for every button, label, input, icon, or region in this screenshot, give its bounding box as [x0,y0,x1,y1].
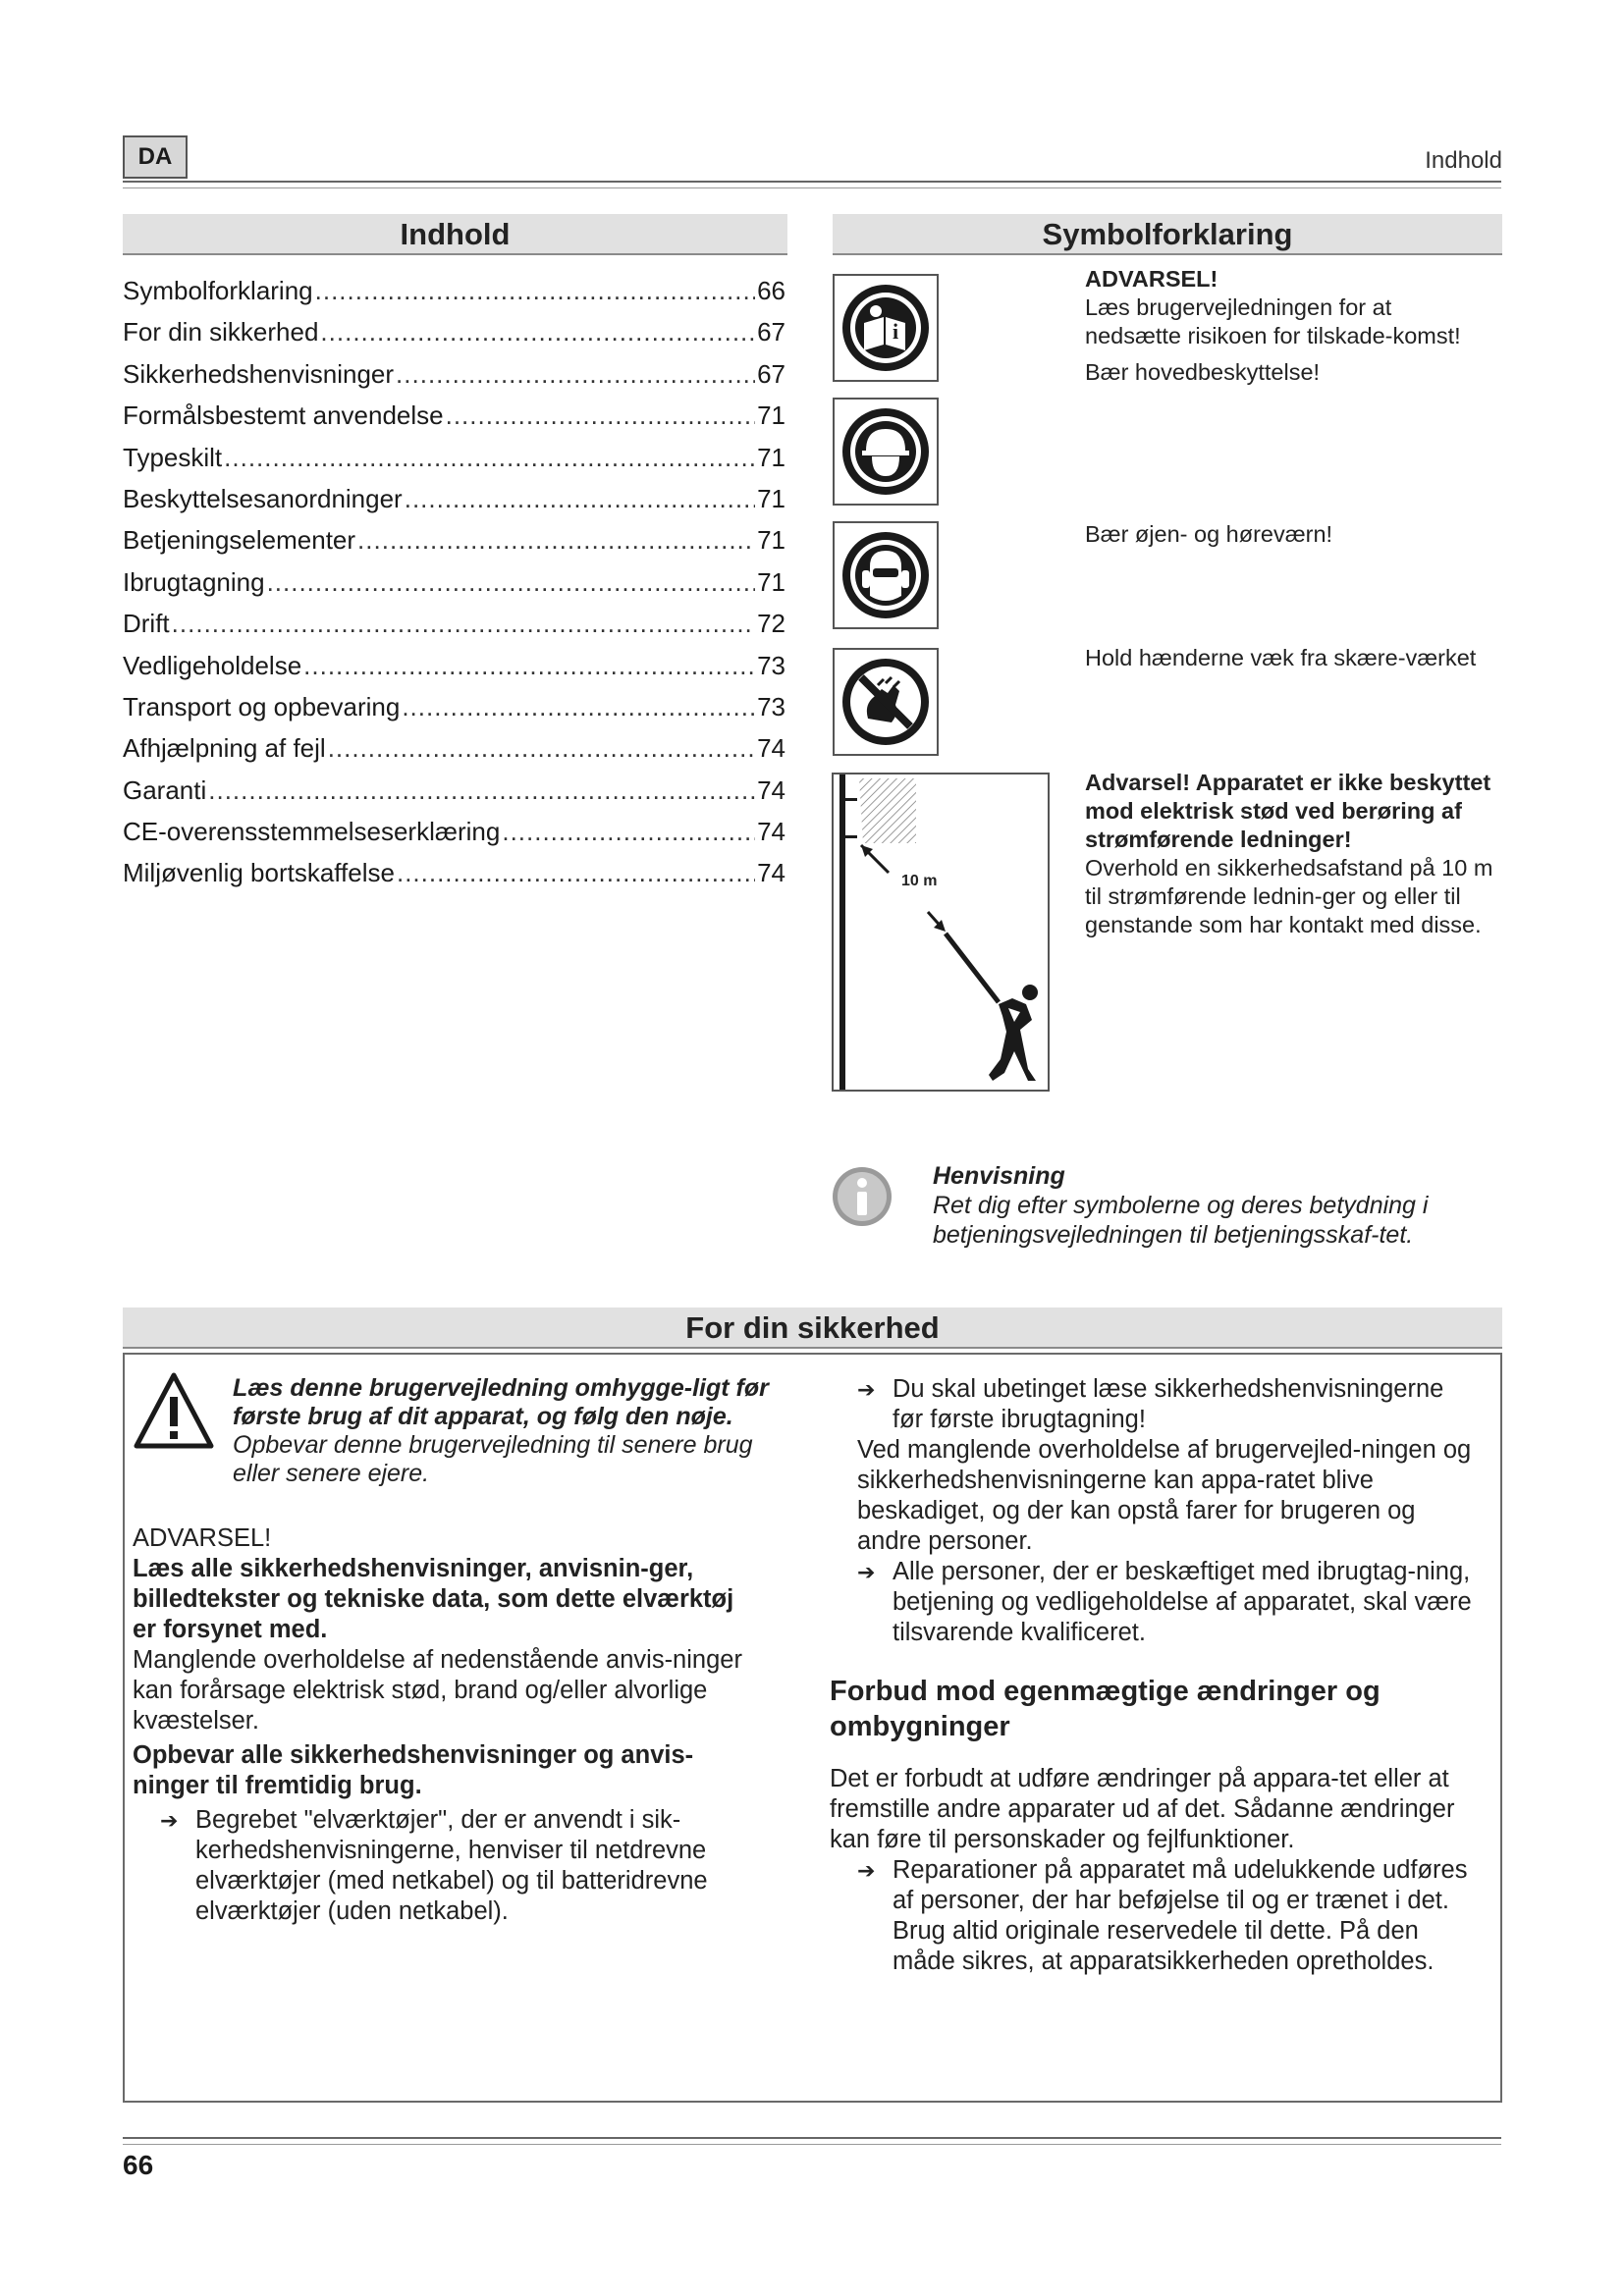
toc-leader-dots [357,519,755,561]
eye-ear-protection-icon [833,521,939,629]
toc-entry-label: Drift [123,609,170,639]
toc-leader-dots [405,478,755,519]
toc-leader-dots [267,561,756,603]
toc-leader-dots [315,270,755,311]
toc-entry-label: Transport og opbevaring [123,691,401,721]
toc-entry[interactable] [123,395,785,436]
toc-entry-label: Vedligeholdelse [123,650,302,680]
toc-entry-page: 73 [757,691,785,721]
toc-entry-label: Sikkerhedshenvisninger [123,358,395,389]
toc-entry[interactable] [123,811,785,852]
info-icon [832,1166,893,1227]
toc-entry[interactable] [123,727,785,769]
toc-entry[interactable] [123,437,785,478]
arrow-bullet-icon: ➔ [857,1858,876,1883]
toc-leader-dots [320,311,755,352]
toc-entry-page: 71 [757,483,785,513]
toc-leader-dots [397,852,755,893]
toc-entry-page: 74 [757,733,785,764]
toc-entry[interactable] [123,270,785,311]
page-number: 66 [123,2150,154,2180]
toc-leader-dots [328,727,755,769]
toc-entry-page: 74 [757,858,785,888]
toc-leader-dots [303,645,755,686]
toc-entry-page: 67 [757,317,785,347]
eye-ear-text: Bær øjen- og høreværn! [1085,521,1333,547]
safety-right-column: ➔ Du skal ubetinget læse sikkerhedshenvisningerne før første ibrugtagning! Ved manglende overholdelse af brugervejled-ningen og sikkerhedshenvisningerne kan appa-ratet blive beskadiget, og der kan opstå farer for brugeren og andre personer. ➔ Alle personer, der er beskæftiget med ibrugtag-ning, betjening og vedligeholdelse af apparatet, skal være tilsvarende kvalificeret. Forbud mod egenmægtige ændringer og ombygninger Det er forbudt at udføre ændringer på appara-tet eller at fremstille andre apparater ud af det. Sådanne ændringer kan føre til personskader og fejlfunktioner. ➔ Reparationer på apparatet må udelukkende udføres af personer, der har beføjelse til og er trænet i det. Brug altid originale reservedele til dette. På den måde sikres, at apparatsikkerheden opretholdes. [830,1374,1478,1977]
modifications-heading: Forbud mod egenmægtige ændringer og ombygninger [830,1676,1380,1742]
toc-entry-page: 71 [757,442,785,472]
toc-entry-label: Typeskilt [123,442,223,472]
toc-title: Indhold [123,214,787,255]
toc-entry[interactable] [123,519,785,561]
toc-entry-label: Miljøvenlig bortskaffelse [123,858,395,888]
symbols-title: Symbolforklaring [833,214,1502,255]
toc-leader-dots [224,437,755,478]
toc-entry-page: 73 [757,650,785,680]
toc-leader-dots [172,603,755,644]
arrow-bullet-icon: ➔ [857,1560,876,1584]
hands-away-icon [833,648,939,756]
toc-entry-label: Ibrugtagning [123,566,265,597]
toc-entry[interactable] [123,770,785,811]
toc-entry[interactable] [123,603,785,644]
arrow-bullet-icon: ➔ [160,1808,179,1833]
toc-entry-label: Symbolforklaring [123,276,313,305]
helmet-icon [833,398,939,506]
toc-entry-label: CE-overensstemmelseserklæring [123,817,501,847]
toc-leader-dots [396,353,755,395]
toc-entry[interactable] [123,478,785,519]
electric-warning-text: Advarsel! Apparatet er ikke beskyttet mod elektrisk stød ved berøring af strømførende ledninger! Overhold en sikkerhedsafstand på 10 m til strømførende lednin-ger og eller til genstande som har kontakt med disse. [1085,770,1493,937]
toc-entry-page: 71 [757,525,785,556]
read-manual-warning: Læs denne brugervejledning omhygge-ligt før første brug af dit apparat, og følg den nøje. Opbevar denne brugervejledning til senere brug eller senere ejere. [233,1374,769,1487]
hands-away-text: Hold hænderne væk fra skære-værket [1085,645,1477,670]
read-manual-text: ADVARSEL! Læs brugervejledningen for at nedsætte risikoen for tilskade-komst! Bær hovedbeskyttelse! [1085,266,1461,385]
toc-entry[interactable] [123,353,785,395]
distance-label: 10 m [901,873,938,889]
toc-entry[interactable] [123,311,785,352]
toc-entry-label: Beskyttelsesanordninger [123,483,403,513]
table-of-contents [123,270,785,894]
safety-title: For din sikkerhed [123,1308,1502,1349]
toc-entry[interactable] [123,645,785,686]
toc-entry-label: Afhjælpning af fejl [123,733,326,764]
toc-leader-dots [502,811,755,852]
power-line-distance-diagram [832,773,1050,1092]
toc-entry-page: 74 [757,774,785,805]
running-title: Indhold [1425,147,1502,174]
footer-rule [123,2137,1501,2145]
toc-entry-page: 71 [757,566,785,597]
toc-entry-label: Garanti [123,774,207,805]
toc-entry-label: Betjeningselementer [123,525,356,556]
header-rule [123,181,1501,188]
read-manual-icon [833,274,939,382]
toc-entry-page: 72 [757,609,785,639]
toc-entry-page: 71 [757,400,785,431]
toc-entry-page: 66 [757,276,785,305]
toc-entry[interactable] [123,686,785,727]
arrow-bullet-icon: ➔ [857,1377,876,1402]
toc-entry-label: For din sikkerhed [123,317,319,347]
toc-leader-dots [402,686,755,727]
toc-entry[interactable] [123,561,785,603]
note-block: Henvisning Ret dig efter symbolerne og deres betydning i betjeningsvejledningen til betjeningsskaf-tet. [933,1162,1429,1249]
toc-leader-dots [208,770,755,811]
warning-triangle-icon [133,1371,215,1450]
toc-entry[interactable] [123,852,785,893]
toc-entry-label: Formålsbestemt anvendelse [123,400,444,431]
svg-text:i: i [892,319,899,344]
toc-leader-dots [446,395,755,436]
toc-entry-page: 74 [757,817,785,847]
toc-entry-page: 67 [757,358,785,389]
safety-left-column: ADVARSEL! Læs alle sikkerhedshenvisninger, anvisnin-ger, billedtekster og tekniske data, som dette elværktøj er forsynet med. Manglende overholdelse af nedenstående anvis-ninger kan forårsage elektrisk stød, brand og/eller alvorlige kvæstelser. Opbevar alle sikkerhedshenvisninger og anvis-ninger til fremtidig brug. ➔ Begrebet "elværktøjer", der er anvendt i sik-kerhedshenvisningerne, henviser til netdrevne elværktøjer (med netkabel) og til batteridrevne elværktøjer (uden netkabel). [133,1524,742,1925]
language-badge: DA [123,135,188,179]
